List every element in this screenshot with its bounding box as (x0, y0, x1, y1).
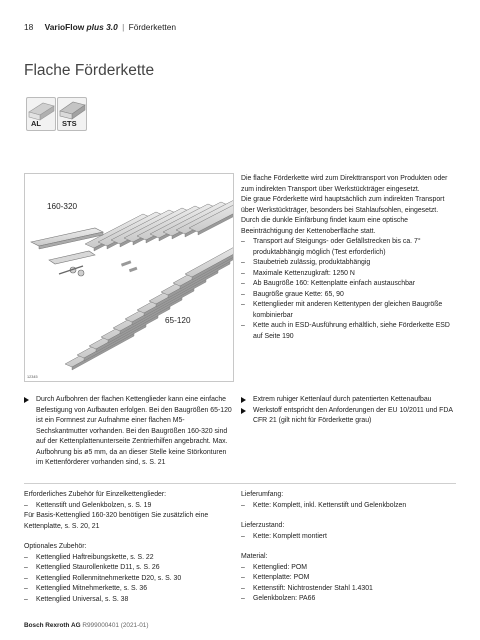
product-name: VarioFlow (44, 22, 85, 32)
dash-glyph: – (241, 259, 245, 266)
list-item: – Kettenstift und Gelenkbolzen, s. S. 19 (24, 501, 234, 512)
dash-glyph: – (24, 501, 28, 509)
triangle-bullet-icon (241, 408, 246, 414)
dash-glyph: – (241, 574, 245, 581)
section-divider (24, 483, 456, 484)
dash-glyph: – (241, 269, 245, 277)
feature-item: Extrem ruhiger Kettenlauf durch patentierten Kettenaufbau (241, 395, 457, 406)
list-item: – Kettenglied: POM (241, 563, 457, 574)
header-separator: | (122, 22, 125, 32)
figure-id: 12345 (27, 375, 38, 379)
dash-glyph: – (241, 290, 245, 298)
chain-65-120-drawing (65, 240, 233, 370)
list-item: – Maximale Kettenzugkraft: 1250 N (241, 269, 457, 280)
feature-item: Werkstoff entspricht den Anforderungen der EU 10/2011 und FDA CFR 21 (gilt nicht für Förderkette grau) (241, 406, 457, 427)
product-figure (24, 173, 234, 382)
feature-item: Durch Aufbohren der flachen Kettenglieder kann eine einfache Befestigung von Aufbauten erfolgen. Bei den Baugrößen 65-120 ist ein Formnest zur Aufnahme einer flachen M5-Sechskantmutter vorhanden. Bei den Baugrößen 160-320 sind auf der Kettenplattenunterseite Zentrierhilfen angebracht. Max. Aufbohrung bis ø5 mm, da an dieser Stelle keine Störkonturen im Kettenförderer vorhanden sind, s. S. 21 (24, 395, 232, 469)
optional-accessories-title: Optionales Zubehör: (24, 543, 87, 550)
figure-label-65-120: 65-120 (165, 316, 191, 325)
list-item: – Ab Baugröße 160: Kettenplatte einfach austauschbar (241, 279, 457, 290)
badge-sts (57, 97, 87, 131)
list-item: – Kette auch in ESD-Ausführung erhältlich, siehe Förderkette ESD auf Seite 190 (241, 322, 450, 340)
material-badges (26, 97, 88, 131)
list-item: – Kette: Komplett, inkl. Kettenstift und Gelenkbolzen (241, 501, 457, 512)
intro-paragraph-1: Die flache Förderkette wird zum Direkttransport von Produkten oder zum indirekten Transport über Werkstückträger eingesetzt. (241, 175, 448, 193)
footer-doc-number: R999000401 (2021-01) (82, 622, 149, 629)
list-item: – Kettenplatte: POM (241, 573, 457, 584)
state-list (241, 532, 457, 543)
list-item: – Kettenglied Universal, s. S. 38 (24, 595, 234, 606)
material-title: Material: (241, 553, 268, 560)
dash-glyph: – (24, 553, 28, 561)
features-left (24, 395, 232, 469)
chain-160-320-drawing (85, 198, 233, 251)
dash-glyph: – (24, 595, 28, 603)
list-item: – Kettenglied Rollenmitnehmerkette D20, s. S. 30 (24, 574, 234, 585)
description-block (241, 174, 457, 342)
dash-glyph: – (241, 501, 245, 509)
state-title: Lieferzustand: (241, 522, 285, 529)
list-item: – Kette: Komplett montiert (241, 532, 457, 543)
dash-glyph: – (24, 585, 28, 592)
scope-list (241, 501, 457, 512)
page-footer (24, 622, 148, 629)
page-number: 18 (24, 22, 34, 32)
page-title: Flache Förderkette (24, 62, 155, 79)
description-bullets (241, 237, 457, 342)
optional-accessories-list (24, 553, 234, 606)
basis-note: Für Basis-Kettenglied 160-320 benötigen Sie zusätzlich eine Kettenplatte, s. S. 20, 21 (24, 512, 209, 530)
footer-company: Bosch Rexroth AG (24, 622, 81, 629)
list-item: – Kettenglied Staurollenkette D11, s. S. 26 (24, 563, 234, 574)
dash-glyph: – (241, 238, 245, 245)
list-item: – Kettenglied Haftreibungskette, s. S. 22 (24, 553, 234, 564)
page-header (24, 22, 176, 32)
list-item: – Staubetrieb zulässig, produktabhängig (241, 258, 457, 269)
scope-title: Lieferumfang: (241, 491, 284, 498)
list-item: – Kettenglied Mitnehmerkette, s. S. 36 (24, 584, 234, 595)
dash-glyph: – (241, 301, 245, 308)
list-item: – Baugröße graue Kette: 65, 90 (241, 290, 457, 301)
badge-sts-label: STS (62, 119, 77, 128)
dash-glyph: – (241, 595, 245, 602)
required-accessories-title: Erforderliches Zubehör für Einzelkettenglieder: (24, 491, 167, 498)
triangle-bullet-icon (24, 397, 29, 403)
dash-glyph: – (24, 574, 28, 582)
required-accessories-list (24, 501, 234, 512)
material-list (241, 563, 457, 605)
intro-paragraph-2: Die graue Förderkette wird hauptsächlich zum indirekten Transport über Werkstückträger, besonders bei Stahlaufsohlen, eingesetzt. Durch die dunkle Einfärbung findet kaum eine optische Beeinträchtigung der Kettenoberfläche statt. (241, 196, 445, 235)
dash-glyph: – (241, 563, 245, 571)
list-item: – Gelenkbolzen: PA66 (241, 594, 457, 605)
dash-glyph: – (241, 532, 245, 540)
list-item: – Transport auf Steigungs- oder Gefällstrecken bis ca. 7° produktabhängig möglich (Test erforderlich) (241, 238, 421, 256)
badge-al (26, 97, 56, 131)
accessories-block (24, 490, 234, 605)
dash-glyph: – (24, 564, 28, 571)
dash-glyph: – (241, 280, 245, 287)
dash-glyph: – (241, 322, 245, 329)
triangle-bullet-icon (241, 397, 246, 403)
list-item: – Kettenglieder mit anderen Kettentypen der gleichen Baugröße kombinierbar (241, 301, 443, 319)
figure-label-160-320: 160-320 (47, 202, 78, 211)
features-right (241, 395, 457, 427)
badge-al-label: AL (31, 119, 41, 128)
delivery-block (241, 490, 457, 605)
product-version: plus 3.0 (86, 22, 118, 32)
section-name: Förderketten (128, 22, 177, 32)
list-item: – Kettenstift: Nichtrostender Stahl 1.4301 (241, 584, 457, 595)
dash-glyph: – (241, 584, 245, 592)
